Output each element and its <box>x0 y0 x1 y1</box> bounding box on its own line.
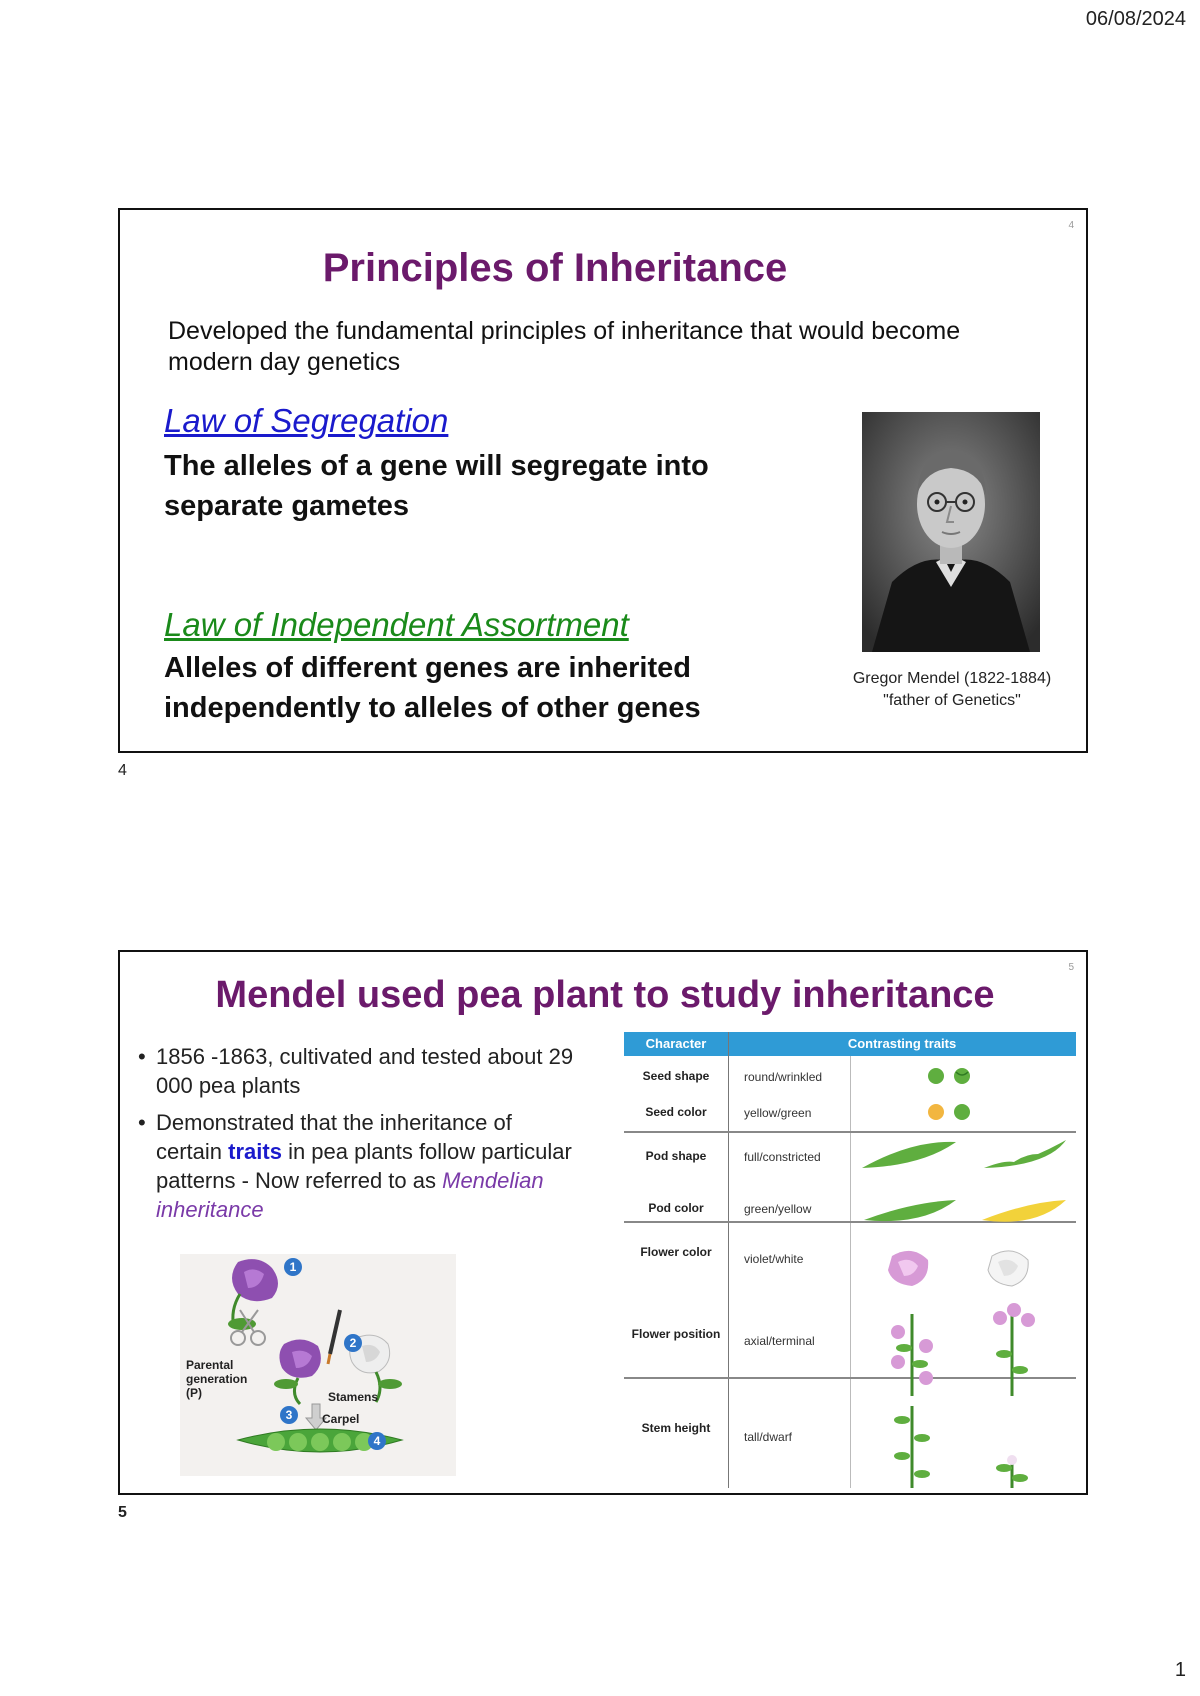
table-row-traits: axial/terminal <box>744 1334 815 1348</box>
table-row-character: Pod color <box>648 1201 704 1215</box>
law-of-segregation-text: The alleles of a gene will segregate into separate gametes <box>164 450 709 522</box>
table-row-character: Flower color <box>640 1245 712 1259</box>
portrait-illustration <box>862 412 1040 652</box>
carpel-label: Carpel <box>322 1412 360 1426</box>
bullet-text: in pea plants follow particular patterns - Now referred to as <box>156 1139 572 1193</box>
law-of-independent-assortment-text: Alleles of different genes are inherited independently to alleles of other genes <box>164 652 701 724</box>
table-row-traits: tall/dwarf <box>744 1430 793 1444</box>
table-row-character: Seed shape <box>642 1069 710 1083</box>
contrasting-traits-table <box>624 1032 1076 1488</box>
step-3-badge: 3 <box>280 1406 298 1424</box>
column-divider <box>728 1032 729 1488</box>
bullet-item-2 <box>136 1108 576 1224</box>
table-header <box>624 1032 1076 1056</box>
slide-title: Mendel used pea plant to study inheritance <box>215 974 995 1016</box>
parental-generation-label: Parental generation (P) <box>186 1358 248 1400</box>
page-date: 06/08/2024 <box>1085 8 1186 30</box>
slide-corner-number: 5 <box>1068 962 1074 973</box>
slide-intro-text: Developed the fundamental principles of inheritance that would become modern day genetics <box>168 317 961 376</box>
table-row-traits: full/constricted <box>744 1150 821 1164</box>
trait-illustrations <box>852 1056 1076 1488</box>
table-row-traits: round/wrinkled <box>744 1070 823 1084</box>
mendel-portrait <box>862 412 1040 652</box>
bullet-item-1: • 1856 -1863, cultivated and tested about 29 000 pea plants <box>136 1042 576 1100</box>
slide-label-4: 4 <box>118 762 127 779</box>
step-2-badge: 2 <box>344 1334 362 1352</box>
step-1-badge: 1 <box>284 1258 302 1276</box>
table-header-contrasting-traits: Contrasting traits <box>847 1036 957 1051</box>
mendelian-inheritance-term: Mendelian inheritance <box>156 1168 544 1222</box>
slide-label-5: 5 <box>118 1504 127 1521</box>
bullet-list <box>136 1042 576 1232</box>
table-row-traits: yellow/green <box>744 1106 812 1120</box>
table-row-character: Pod shape <box>645 1149 707 1163</box>
step-4-badge: 4 <box>368 1432 386 1450</box>
table-row-character: Stem height <box>641 1421 711 1435</box>
table-header-character: Character <box>645 1036 707 1051</box>
table-row-traits: green/yellow <box>744 1202 812 1216</box>
traits-keyword: traits <box>228 1139 282 1164</box>
table-row-traits: violet/white <box>744 1252 804 1266</box>
stamens-label: Stamens <box>328 1390 379 1404</box>
portrait-caption-name: Gregor Mendel (1822-1884) <box>852 670 1052 687</box>
portrait-caption-title: "father of Genetics" <box>883 692 1021 709</box>
law-of-independent-assortment-heading: Law of Independent Assortment <box>164 606 629 643</box>
cross-pollination-figure <box>180 1254 456 1476</box>
table-row-character: Seed color <box>645 1105 707 1119</box>
slide-mendel-pea-plants <box>118 950 1088 1495</box>
portrait-caption <box>832 668 1072 712</box>
slide-corner-number: 4 <box>1068 220 1074 231</box>
page-number: 1 <box>1174 1659 1186 1681</box>
table-row-character: Flower position <box>631 1327 721 1341</box>
slide-principles-of-inheritance <box>118 208 1088 753</box>
law-of-segregation-heading: Law of Segregation <box>164 402 449 439</box>
slide-title: Principles of Inheritance <box>322 246 788 290</box>
column-divider <box>850 1056 851 1488</box>
bullet-text: Demonstrated that the inheritance of certain <box>156 1110 512 1164</box>
